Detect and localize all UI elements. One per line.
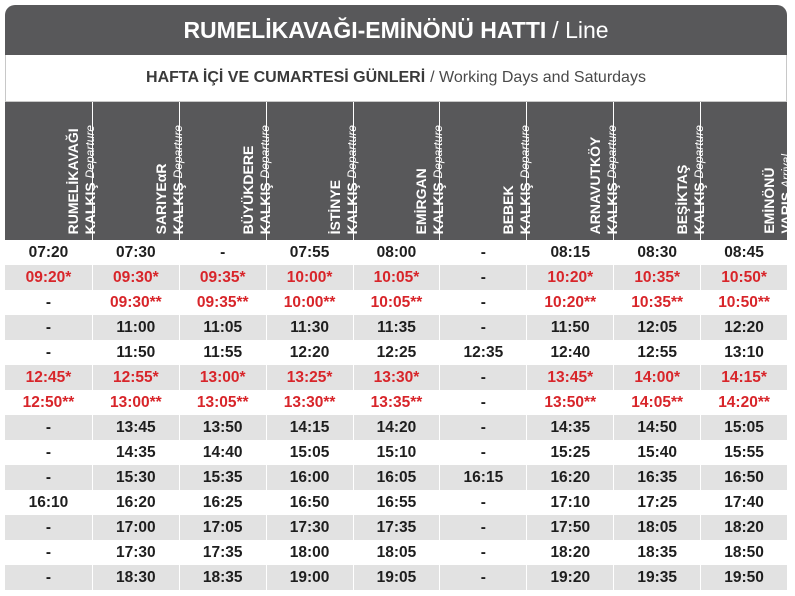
station-name: RUMELİKAVAĞI <box>65 127 82 234</box>
time-cell: 15:25 <box>526 440 613 465</box>
time-cell: 18:20 <box>526 540 613 565</box>
schedule-days-en: / Working Days and Saturdays <box>430 69 646 86</box>
time-cell: 19:05 <box>353 565 440 590</box>
time-cell: 14:20** <box>700 390 787 415</box>
time-cell: 19:50 <box>700 565 787 590</box>
time-cell: 11:05 <box>179 315 266 340</box>
timetable-body <box>5 240 787 590</box>
time-cell: 10:35** <box>613 290 700 315</box>
time-cell: 12:40 <box>526 340 613 365</box>
time-cell: 18:20 <box>700 515 787 540</box>
column-header <box>353 102 447 240</box>
station-kind: KALKIŞ Departure <box>256 124 273 234</box>
time-cell: - <box>439 490 526 515</box>
time-cell: - <box>45 568 52 586</box>
time-cell: 16:25 <box>179 490 266 515</box>
schedule-subtitle <box>5 55 787 102</box>
time-cell: 10:50* <box>700 265 787 290</box>
time-cell: 11:00 <box>92 315 179 340</box>
time-cell: 18:05 <box>353 540 440 565</box>
time-cell: 14:35 <box>92 440 179 465</box>
time-cell: 14:15 <box>266 415 353 440</box>
time-cell: 13:05** <box>179 390 266 415</box>
column-header <box>179 102 273 240</box>
time-cell: 11:35 <box>353 315 440 340</box>
time-cell: 11:50 <box>92 340 179 365</box>
column-header <box>526 102 621 240</box>
time-cell: 16:55 <box>353 490 440 515</box>
time-cell: 09:35* <box>179 265 266 290</box>
time-cell: 17:05 <box>179 515 266 540</box>
time-cell: 10:20** <box>526 290 613 315</box>
time-cell: 16:35 <box>613 465 700 490</box>
table-row <box>5 265 787 290</box>
time-cell: 17:10 <box>526 490 613 515</box>
time-cell: 16:05 <box>353 465 440 490</box>
time-cell: 18:05 <box>613 515 700 540</box>
time-cell: - <box>45 518 52 536</box>
time-cell: 12:55* <box>92 365 179 390</box>
time-cell: 09:30** <box>92 290 179 315</box>
time-cell: 16:15 <box>439 465 526 490</box>
time-cell: 12:45* <box>25 368 72 386</box>
time-cell: 12:55 <box>613 340 700 365</box>
time-cell: 10:00** <box>266 290 353 315</box>
schedule-days: HAFTA İÇİ VE CUMARTESİ GÜNLERİ <box>146 69 426 86</box>
station-kind: KALKIŞ Departure <box>82 124 99 234</box>
time-cell: 17:30 <box>92 540 179 565</box>
time-cell: 17:35 <box>179 540 266 565</box>
column-header <box>613 102 708 240</box>
time-cell: 14:15* <box>700 365 787 390</box>
time-cell: 08:30 <box>613 240 700 265</box>
station-name: EMİRGAN <box>413 167 430 234</box>
station-kind: KALKIŞ Departure <box>517 124 534 234</box>
table-row <box>5 390 787 415</box>
table-row <box>5 415 787 440</box>
station-name: SARIYEαR <box>152 163 169 234</box>
column-header <box>439 102 534 240</box>
station-kind: KALKIŞ Departure <box>604 124 621 234</box>
station-kind: KALKIŞ Departure <box>691 124 708 234</box>
time-cell: - <box>45 543 52 561</box>
time-cell: - <box>439 540 526 565</box>
time-cell: - <box>45 343 52 361</box>
time-cell: 08:00 <box>353 240 440 265</box>
time-cell: - <box>45 443 52 461</box>
time-cell: 12:35 <box>439 340 526 365</box>
station-name: BEŞİKTAŞ <box>674 164 691 234</box>
table-row <box>5 240 787 265</box>
time-cell: 15:05 <box>700 415 787 440</box>
time-cell: 15:10 <box>353 440 440 465</box>
time-cell: - <box>45 418 52 436</box>
column-header <box>266 102 360 240</box>
time-cell: - <box>439 515 526 540</box>
time-cell: 12:05 <box>613 315 700 340</box>
time-cell: 13:30* <box>353 365 440 390</box>
time-cell: 15:05 <box>266 440 353 465</box>
time-cell: 15:40 <box>613 440 700 465</box>
table-row <box>5 315 787 340</box>
time-cell: 18:50 <box>700 540 787 565</box>
time-cell: 13:30** <box>266 390 353 415</box>
column-header <box>700 102 795 240</box>
time-cell: 14:05** <box>613 390 700 415</box>
table-row <box>5 540 787 565</box>
time-cell: 09:20* <box>25 268 72 286</box>
time-cell: 14:20 <box>353 415 440 440</box>
time-cell: 13:35** <box>353 390 440 415</box>
line-name-en: / Line <box>552 16 609 43</box>
time-cell: 12:20 <box>266 340 353 365</box>
time-cell: 17:35 <box>353 515 440 540</box>
table-row <box>5 290 787 315</box>
table-row <box>5 340 787 365</box>
time-cell: 18:35 <box>179 565 266 590</box>
time-cell: 10:00* <box>266 265 353 290</box>
time-cell: 15:55 <box>700 440 787 465</box>
table-row <box>5 565 787 590</box>
time-cell: 19:35 <box>613 565 700 590</box>
table-row <box>5 465 787 490</box>
station-name: İSTİNYE <box>326 179 343 234</box>
time-cell: - <box>45 318 52 336</box>
time-cell: 17:40 <box>700 490 787 515</box>
time-cell: 14:35 <box>526 415 613 440</box>
time-cell: 16:20 <box>92 490 179 515</box>
time-cell: 13:45* <box>526 365 613 390</box>
time-cell: 14:40 <box>179 440 266 465</box>
time-cell: 13:25* <box>266 365 353 390</box>
time-cell: - <box>439 365 526 390</box>
time-cell: - <box>45 293 52 311</box>
time-cell: - <box>439 440 526 465</box>
time-cell: 10:20* <box>526 265 613 290</box>
time-cell: 10:35* <box>613 265 700 290</box>
station-name: ARNAVUTKÖY <box>587 136 604 234</box>
time-cell: - <box>439 315 526 340</box>
timetable-title <box>5 5 787 55</box>
time-cell: 16:00 <box>266 465 353 490</box>
time-cell: 16:10 <box>28 493 69 511</box>
time-cell: 16:50 <box>700 465 787 490</box>
time-cell: 14:00* <box>613 365 700 390</box>
time-cell: 08:15 <box>526 240 613 265</box>
station-name: BEBEK <box>500 184 517 234</box>
timetable <box>5 5 795 592</box>
time-cell: 07:30 <box>92 240 179 265</box>
station-name: BÜYÜKDERE <box>239 145 256 234</box>
table-row <box>5 515 787 540</box>
time-cell: 17:50 <box>526 515 613 540</box>
time-cell: 15:30 <box>92 465 179 490</box>
time-cell: 18:30 <box>92 565 179 590</box>
time-cell: - <box>439 390 526 415</box>
time-cell: 17:00 <box>92 515 179 540</box>
time-cell: 13:10 <box>700 340 787 365</box>
time-cell: 18:00 <box>266 540 353 565</box>
time-cell: 13:00* <box>179 365 266 390</box>
time-cell: 13:50 <box>179 415 266 440</box>
time-cell: 07:55 <box>266 240 353 265</box>
time-cell: 10:05** <box>353 290 440 315</box>
table-row <box>5 365 787 390</box>
time-cell: - <box>439 240 526 265</box>
station-name: EMİNÖNÜ <box>761 167 778 234</box>
station-kind: VARIŞ Arrival <box>778 154 795 234</box>
time-cell: 13:45 <box>92 415 179 440</box>
time-cell: - <box>439 290 526 315</box>
column-header <box>5 102 99 240</box>
time-cell: - <box>179 240 266 265</box>
station-kind: KALKIŞ Departure <box>169 124 186 234</box>
time-cell: - <box>439 415 526 440</box>
time-cell: 16:50 <box>266 490 353 515</box>
time-cell: - <box>439 565 526 590</box>
time-cell: 13:50** <box>526 390 613 415</box>
time-cell: 19:20 <box>526 565 613 590</box>
time-cell: 17:25 <box>613 490 700 515</box>
station-kind: KALKIŞ Departure <box>430 124 447 234</box>
time-cell: 10:05* <box>353 265 440 290</box>
time-cell: 19:00 <box>266 565 353 590</box>
table-row <box>5 440 787 465</box>
line-name: RUMELİKAVAĞI-EMİNÖNÜ HATTI <box>183 16 547 43</box>
time-cell: 13:00** <box>92 390 179 415</box>
time-cell: 12:20 <box>700 315 787 340</box>
time-cell: 17:30 <box>266 515 353 540</box>
station-kind: KALKIŞ Departure <box>343 124 360 234</box>
column-header <box>92 102 186 240</box>
time-cell: 12:25 <box>353 340 440 365</box>
column-header-row <box>5 102 795 240</box>
time-cell: 08:45 <box>700 240 787 265</box>
time-cell: - <box>439 265 526 290</box>
time-cell: 09:30* <box>92 265 179 290</box>
time-cell: 12:50** <box>22 393 75 411</box>
time-cell: 14:50 <box>613 415 700 440</box>
table-row <box>5 490 787 515</box>
time-cell: 09:35** <box>179 290 266 315</box>
time-cell: - <box>45 468 52 486</box>
time-cell: 11:50 <box>526 315 613 340</box>
time-cell: 16:20 <box>526 465 613 490</box>
time-cell: 07:20 <box>28 243 69 261</box>
time-cell: 15:35 <box>179 465 266 490</box>
time-cell: 10:50** <box>700 290 787 315</box>
time-cell: 11:30 <box>266 315 353 340</box>
time-cell: 11:55 <box>179 340 266 365</box>
time-cell: 18:35 <box>613 540 700 565</box>
